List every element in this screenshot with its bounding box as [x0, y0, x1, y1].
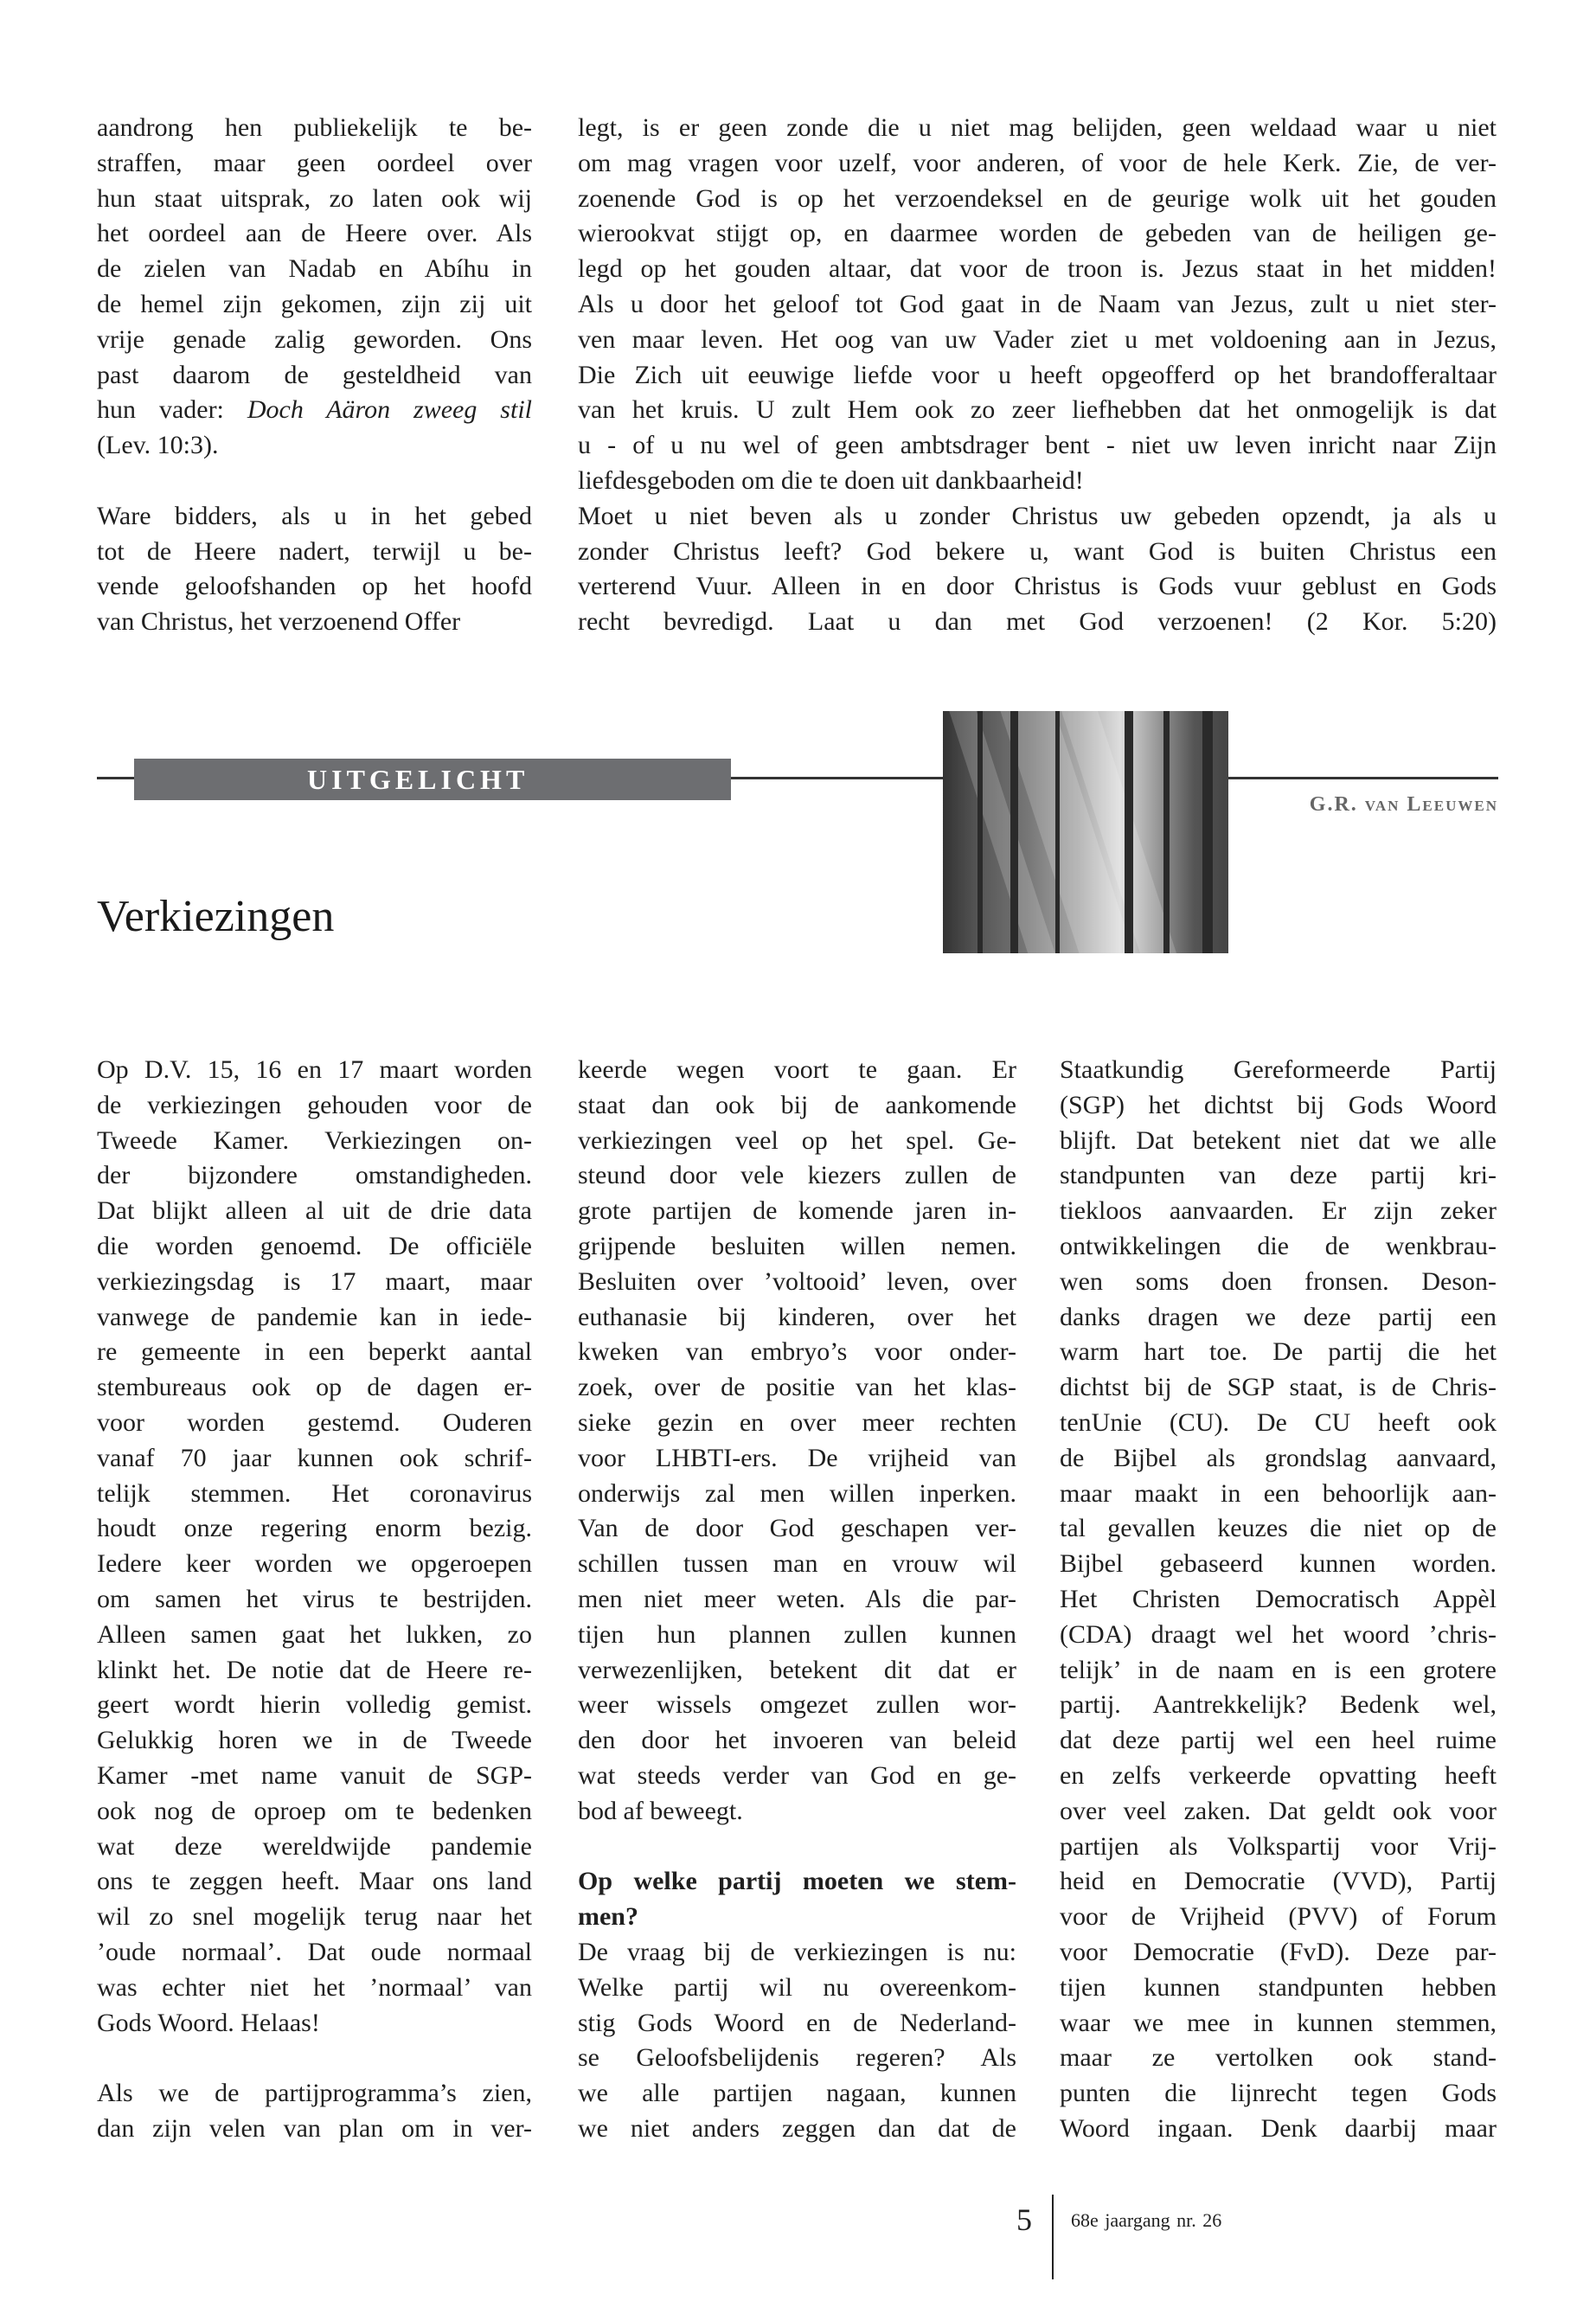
section-label-band: [134, 759, 731, 800]
text-line: steund door vele kiezers zullen de: [578, 1161, 1016, 1190]
text-line: geert wordt hierin volledig gemist.: [97, 1690, 532, 1720]
text-line: Op D.V. 15, 16 en 17 maart worden: [97, 1055, 532, 1084]
text-line: se Geloofsbelijdenis regeren? Als: [578, 2043, 1016, 2073]
text-line: dichtst bij de SGP staat, is de Chris-: [1060, 1373, 1497, 1402]
text-line: re gemeente in een beperkt aantal: [97, 1337, 532, 1367]
article-column-3: [1060, 1053, 1497, 2147]
text-line: den door het invoeren van beleid: [578, 1726, 1016, 1755]
text-line: tijen kunnen standpunten hebben: [1060, 1972, 1497, 2002]
text-line: tiekloos aanvaarden. Er zijn zeker: [1060, 1196, 1497, 1226]
text-line: Besluiten over ’voltooid’ leven, over: [578, 1266, 1016, 1296]
text-line: Op welke partij moeten we stem-: [578, 1867, 1016, 1896]
text-line: (CDA) draagt wel het woord ’chris-: [1060, 1619, 1497, 1649]
text-line: tal gevallen keuzes die niet op de: [1060, 1514, 1497, 1543]
text-line: stembureaus ook op de dagen er-: [97, 1373, 532, 1402]
text-line: Tweede Kamer. Verkiezingen on-: [97, 1125, 532, 1155]
text-line: liefdesgeboden om die te doen uit dankbaarheid!: [578, 465, 1084, 495]
text-line: [97, 393, 532, 428]
text-line: danks dragen we deze partij een: [1060, 1302, 1497, 1331]
text-line: voor Democratie (FvD). Deze par-: [1060, 1937, 1497, 1966]
text-line: Als u door het geloof tot God gaat in de Naam van Jezus, zult u niet ster-: [578, 289, 1497, 318]
text-line: Gelukkig horen we in de Tweede: [97, 1726, 532, 1755]
article-column-2: [578, 1053, 1016, 2147]
italic-quote: Doch Aäron zweeg stil: [247, 395, 532, 425]
paragraph-gap: [97, 2041, 532, 2076]
text-line: Welke partij wil nu overeenkom-: [578, 1972, 1016, 2002]
paragraph-gap: [97, 464, 532, 499]
text-line: men?: [578, 1902, 638, 1932]
text-line: grijpende besluiten willen nemen.: [578, 1231, 1016, 1260]
top-column-2: [578, 111, 1497, 640]
text-line: (Lev. 10:3).: [97, 431, 219, 460]
text-line: maar maakt in een behoorlijk aan-: [1060, 1478, 1497, 1508]
text-line: Kamer -met name vanuit de SGP-: [97, 1760, 532, 1790]
text-line: klinkt het. De notie dat de Heere re-: [97, 1655, 532, 1684]
text-line: tijen hun plannen zullen kunnen: [578, 1619, 1016, 1649]
text-line: houdt onze regering enorm bezig.: [97, 1514, 532, 1543]
text-line: was echter niet het ’normaal’ van: [97, 1972, 532, 2002]
text-line: verterend Vuur. Alleen in en door Christus is Gods vuur geblust en Gods: [578, 572, 1497, 601]
text-line: grote partijen de komende jaren in-: [578, 1196, 1016, 1226]
text-line: bod af beweegt.: [578, 1796, 743, 1825]
text-line: verkiezingsdag is 17 maart, maar: [97, 1266, 532, 1296]
text-line: vanwege de pandemie kan in iede-: [97, 1302, 532, 1331]
text-line: ons te zeggen heeft. Maar ons land: [97, 1867, 532, 1896]
text-line: dan zijn velen van plan om in ver-: [97, 2113, 532, 2143]
text-line: Iedere keer worden we opgeroepen: [97, 1549, 532, 1579]
text-line: de verkiezingen gehouden voor de: [97, 1090, 532, 1119]
text-line: standpunten van deze partij kri-: [1060, 1161, 1497, 1190]
text-line: van Christus, het verzoenend Offer: [97, 607, 461, 637]
text-line: Staatkundig Gereformeerde Partij: [1060, 1055, 1497, 1084]
text-line: partijen als Volkspartij voor Vrij-: [1060, 1831, 1497, 1861]
text-line: om samen het virus te bestrijden.: [97, 1584, 532, 1613]
article-title: Verkiezingen: [97, 892, 335, 941]
text-line: De vraag bij de verkiezingen is nu:: [578, 1937, 1016, 1966]
text-line: weer wissels omgezet zullen wor-: [578, 1690, 1016, 1720]
text-line: u - of u nu wel of geen ambtsdrager bent - niet uw leven inricht naar Zijn: [578, 431, 1497, 460]
text-line: maar ze vertolken ook stand-: [1060, 2043, 1497, 2073]
text-line: tot de Heere nadert, terwijl u be-: [97, 536, 532, 566]
text-line: der bijzondere omstandigheden.: [97, 1161, 532, 1190]
text-line: schillen tussen man en vrouw wil: [578, 1549, 1016, 1579]
text-line: telijk’ in de naam en is een grotere: [1060, 1655, 1497, 1684]
text-span: hun vader:: [97, 395, 247, 425]
text-line: euthanasie bij kinderen, over het: [578, 1302, 1016, 1331]
text-line: verkiezingen veel op het spel. Ge-: [578, 1125, 1016, 1155]
text-line: Moet u niet beven als u zonder Christus uw gebeden opzendt, ja als u: [578, 501, 1497, 530]
text-line: wierookvat stijgt op, en daarmee worden de gebeden van de heiligen ge-: [578, 219, 1497, 248]
forest-photo: [943, 711, 1228, 953]
top-column-1: [97, 111, 532, 640]
text-line: zoenende God is op het verzoendeksel en de geurige wolk uit het gouden: [578, 183, 1497, 213]
text-line: vende geloofshanden op het hoofd: [97, 572, 532, 601]
text-line: we alle partijen nagaan, kunnen: [578, 2079, 1016, 2108]
text-line: aandrong hen publiekelijk te be-: [97, 113, 532, 142]
text-line: verwezenlijken, betekent dit dat er: [578, 1655, 1016, 1684]
text-line: ’oude normaal’. Dat oude normaal: [97, 1937, 532, 1966]
text-line: legt, is er geen zonde die u niet mag belijden, geen weldaad waar u niet: [578, 113, 1497, 142]
text-line: kweken van embryo’s voor onder-: [578, 1337, 1016, 1367]
page-number: 5: [1016, 2202, 1032, 2237]
text-line: waar we mee in kunnen stemmen,: [1060, 2008, 1497, 2037]
text-line: we niet anders zeggen dan dat de: [578, 2113, 1016, 2143]
text-line: (SGP) het dichtst bij Gods Woord: [1060, 1090, 1497, 1119]
text-line: hun staat uitsprak, zo laten ook wij: [97, 183, 532, 213]
text-line: stig Gods Woord en de Nederland-: [578, 2008, 1016, 2037]
text-line: onderwijs zal men willen inperken.: [578, 1478, 1016, 1508]
paragraph-gap: [578, 1830, 1016, 1865]
text-line: wen soms doen fronsen. Deson-: [1060, 1266, 1497, 1296]
text-line: Die Zich uit eeuwige liefde voor u heeft opgeofferd op het brandofferaltaar: [578, 360, 1497, 389]
text-line: tenUnie (CU). De CU heeft ook: [1060, 1407, 1497, 1437]
text-line: partij. Aantrekkelijk? Bedenk wel,: [1060, 1690, 1497, 1720]
text-line: heid en Democratie (VVD), Partij: [1060, 1867, 1497, 1896]
text-line: Het Christen Democratisch Appèl: [1060, 1584, 1497, 1613]
text-line: het oordeel aan de Heere over. Als: [97, 219, 532, 248]
text-line: voor LHBTI-ers. De vrijheid van: [578, 1443, 1016, 1472]
text-line: punten die lijnrecht tegen Gods: [1060, 2079, 1497, 2108]
author-byline: G.R. van Leeuwen: [1309, 793, 1498, 816]
text-line: de zielen van Nadab en Abíhu in: [97, 254, 532, 284]
text-line: Alleen samen gaat het lukken, zo: [97, 1619, 532, 1649]
text-line: de Bijbel als grondslag aanvaard,: [1060, 1443, 1497, 1472]
text-line: wil zo snel mogelijk terug naar het: [97, 1902, 532, 1932]
text-line: wat deze wereldwijde pandemie: [97, 1831, 532, 1861]
text-line: Van de door God geschapen ver-: [578, 1514, 1016, 1543]
text-line: zonder Christus leeft? God bekere u, want God is buiten Christus een: [578, 536, 1497, 566]
text-line: wat steeds verder van God en ge-: [578, 1760, 1016, 1790]
text-line: straffen, maar geen oordeel over: [97, 148, 532, 177]
text-line: Bijbel gebaseerd kunnen worden.: [1060, 1549, 1497, 1579]
footer-divider: [1052, 2195, 1054, 2279]
text-line: om mag vragen voor uzelf, voor anderen, of voor de hele Kerk. Zie, de ver-: [578, 148, 1497, 177]
text-line: ontwikkelingen die de wenkbrau-: [1060, 1231, 1497, 1260]
text-line: en zelfs verkeerde opvatting heeft: [1060, 1760, 1497, 1790]
journal-issue: 68e jaargang nr. 26: [1071, 2209, 1222, 2231]
text-line: Dat blijkt alleen al uit de drie data: [97, 1196, 532, 1226]
text-line: dat deze partij wel een heel ruime: [1060, 1726, 1497, 1755]
text-line: die worden genoemd. De officiële: [97, 1231, 532, 1260]
text-line: Ware bidders, als u in het gebed: [97, 501, 532, 530]
text-line: Woord ingaan. Denk daarbij maar: [1060, 2113, 1497, 2143]
text-line: keerde wegen voort te gaan. Er: [578, 1055, 1016, 1084]
text-line: men niet meer weten. Als die par-: [578, 1584, 1016, 1613]
text-line: Gods Woord. Helaas!: [97, 2008, 320, 2037]
text-line: legd op het gouden altaar, dat voor de troon is. Jezus staat in het midden!: [578, 254, 1497, 284]
text-line: sieke gezin en over meer rechten: [578, 1407, 1016, 1437]
text-line: vrije genade zalig geworden. Ons: [97, 324, 532, 354]
text-line: over veel zaken. Dat geldt ook voor: [1060, 1796, 1497, 1825]
text-line: de hemel zijn gekomen, zijn zij uit: [97, 289, 532, 318]
text-line: voor de Vrijheid (PVV) of Forum: [1060, 1902, 1497, 1932]
text-line: ook nog de oproep om te bedenken: [97, 1796, 532, 1825]
text-line: vanaf 70 jaar kunnen ook schrif-: [97, 1443, 532, 1472]
article-column-1: [97, 1053, 532, 2147]
text-line: blijft. Dat betekent niet dat we alle: [1060, 1125, 1497, 1155]
text-line: voor worden gestemd. Ouderen: [97, 1407, 532, 1437]
text-line: warm hart toe. De partij die het: [1060, 1337, 1497, 1367]
section-label: UITGELICHT: [307, 764, 529, 795]
text-line: Als we de partijprogramma’s zien,: [97, 2079, 532, 2108]
text-line: telijk stemmen. Het coronavirus: [97, 1478, 532, 1508]
header-rule-right: [1228, 777, 1498, 779]
text-line: van het kruis. U zult Hem ook zo zeer liefhebben dat het onmogelijk is dat: [578, 395, 1497, 425]
text-line: zoek, over de positie van het klas-: [578, 1373, 1016, 1402]
text-line: recht bevredigd. Laat u dan met God verzoenen! (2 Kor. 5:20): [578, 607, 1497, 637]
text-line: past daarom de gesteldheid van: [97, 360, 532, 389]
text-line: ven maar leven. Het oog van uw Vader ziet u met voldoening aan in Jezus,: [578, 324, 1497, 354]
text-line: staat dan ook bij de aankomende: [578, 1090, 1016, 1119]
